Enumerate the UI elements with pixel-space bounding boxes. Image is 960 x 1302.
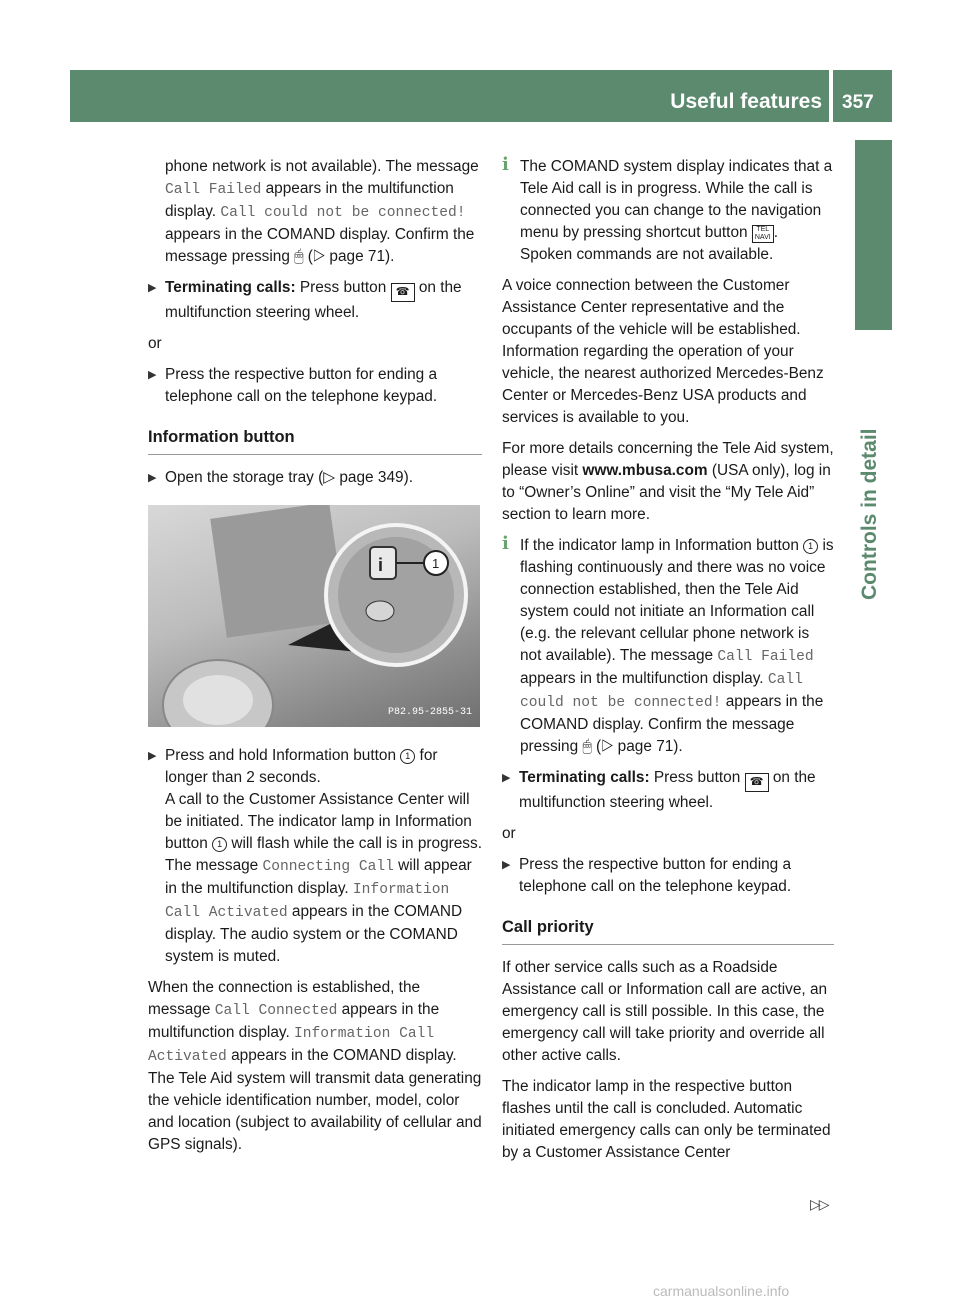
mouse-icon: 🖱 (294, 248, 304, 265)
step-arrow-icon: ▶ (502, 772, 511, 784)
watermark: carmanualsonline.info (653, 1283, 790, 1299)
step-arrow-icon: ▶ (148, 750, 157, 762)
list-item: ▶ Press and hold Information button 1 for longer than 2 seconds. A call to the Customer Assistance Center will be initiated. The indicator lamp in Information button 1 will flash while the call is in progress. The message Connecting Call will appear in the multifunction display. Information Call Activated appears in the COMAND display. The audio system or the COMAND system is muted. (148, 747, 482, 965)
step-arrow-icon: ▶ (148, 282, 157, 294)
svg-text:i: i (378, 555, 384, 575)
info-icon: i (502, 533, 509, 554)
section-title: Useful features (670, 90, 822, 113)
paragraph: A voice connection between the Customer Assistance Center representative and the occupants of the vehicle will be established. Information regarding the operation of your vehicle, the nearest authorized Mercedes-Benz Center or Mercedes-Benz USA products and services is available to you. (502, 277, 824, 426)
list-item: ▶ Press the respective button for ending a telephone call on the telephone keypad. (502, 856, 792, 895)
console-photo-svg (148, 505, 480, 727)
step-arrow-icon: ▶ (148, 472, 157, 484)
hang-up-icon: ☎ (745, 773, 769, 792)
paragraph: For more details concerning the Tele Aid system, please visit www.mbusa.com (USA only), log in to “Owner’s Online” and visit the “My Tele Aid” section to learn more. (502, 440, 834, 523)
list-item: ▶ Terminating calls: Press button ☎ on the multifunction steering wheel. (148, 279, 462, 321)
right-column (502, 156, 834, 1173)
paragraph: The indicator lamp in the respective button flashes until the call is concluded. Automatic initiated emergency calls can only be terminated by a Customer Assistance Center (502, 1078, 831, 1161)
info-note: i The COMAND system display indicates that a Tele Aid call is in progress. While the call is connected you can change to the navigation menu by pressing shortcut button TEL NAVI . Spoken commands are not available. (502, 154, 833, 263)
or-text: or (502, 825, 516, 842)
callout-1-icon: 1 (212, 837, 227, 852)
info-icon: i (502, 154, 509, 175)
header-separator (829, 70, 833, 122)
step-arrow-icon: ▶ (502, 859, 511, 871)
photo-caption: P82.95-2855-31 (387, 707, 472, 718)
paragraph: When the connection is established, the message Call Connected appears in the multifunction display. Information Call Activated appears in the COMAND display. The Tele Aid system will transmit data generating the vehicle identification number, model, color and location (subject to availability of cellular and GPS signals). (148, 979, 482, 1153)
continue-arrows-icon: ▷▷ (810, 1196, 828, 1212)
callout-number: 1 (432, 556, 440, 571)
paragraph: If other service calls such as a Roadside Assistance call or Information call are active, an emergency call is still possible. In this case, the emergency call will take priority and override all other active calls. (502, 959, 828, 1064)
left-column (148, 156, 482, 1165)
list-item: ▶ Open the storage tray (▷ page 349). (148, 467, 482, 489)
section-heading: Information button (148, 426, 482, 455)
or-text: or (148, 335, 162, 352)
console-photo (148, 505, 480, 727)
mouse-icon: 🖱 (582, 738, 592, 755)
paragraph: phone network is not available). The message Call Failed appears in the multifunction display. Call could not be connected! appears in the COMAND display. Confirm the message pressing 🖱 (▷ page 71). (165, 158, 479, 265)
tel-navi-button-icon: TEL NAVI (752, 225, 774, 243)
callout-1-icon: 1 (400, 749, 415, 764)
hang-up-icon: ☎ (391, 283, 415, 302)
mbusa-link[interactable]: www.mbusa.com (582, 462, 708, 479)
page-number: 357 (842, 92, 874, 113)
list-item: ▶ Terminating calls: Press button ☎ on the multifunction steering wheel. (502, 769, 816, 811)
callout-1-icon: 1 (803, 539, 818, 554)
section-heading: Call priority (502, 916, 834, 945)
info-note: i If the indicator lamp in Information button 1 is flashing continuously and there was no voice connection established, then the Tele Aid system could not initiate an Information call (e.g. the relevant cellular phone network is not available). The message Call Failed appears in the multifunction display. Call could not be connected! appears in the COMAND display. Confirm the message pressing 🖱 (▷ page 71). (502, 533, 834, 755)
list-item: ▶ Press the respective button for ending a telephone call on the telephone keypad. (148, 366, 438, 405)
step-arrow-icon: ▶ (148, 369, 157, 381)
chapter-label: Controls in detail (858, 428, 881, 600)
